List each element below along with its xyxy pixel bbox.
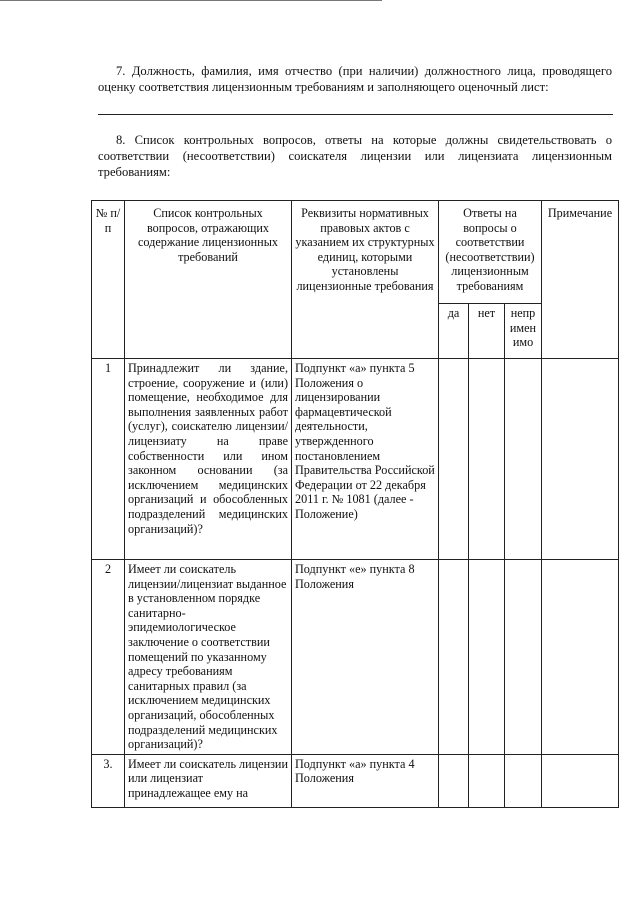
official-name-blank-line <box>98 114 613 115</box>
row-num: 3. <box>92 754 125 807</box>
row-requisite: Подпункт «а» пункта 4 Положения <box>292 754 439 807</box>
answer-na-cell[interactable] <box>505 359 542 560</box>
item-8-text: 8. Список контрольных вопросов, ответы на которые должны свидетельствовать о соответствии (несоответствии) соискателя лицензии или лицензиата лицензионным требованиям: <box>98 133 612 179</box>
header-yes: да <box>439 304 469 359</box>
control-questions-table <box>91 200 619 808</box>
item-7-paragraph <box>98 63 612 95</box>
answer-no-cell[interactable] <box>469 560 505 755</box>
header-requisites: Реквизиты нормативных правовых актов с указанием их структурных единиц, которыми установлены лицензионные требования <box>292 201 439 359</box>
table-row <box>92 560 619 755</box>
answer-na-cell[interactable] <box>505 754 542 807</box>
row-requisite: Подпункт «е» пункта 8 Положения <box>292 560 439 755</box>
row-requisite: Подпункт «а» пункта 5 Положения о лицензировании фармацевтической деятельности, утвержденного постановлением Правительства Российской Федерации от 22 декабря 2011 г. № 1081 (далее - Положение) <box>292 359 439 560</box>
item-8-paragraph <box>98 132 612 180</box>
item-7-text: 7. Должность, фамилия, имя отчество (при наличии) должностного лица, проводящего оценку соответствия лицензионным требованиям и заполняющего оценочный лист: <box>98 64 612 94</box>
header-no: нет <box>469 304 505 359</box>
table-row <box>92 754 619 807</box>
table-row <box>92 359 619 560</box>
note-cell[interactable] <box>542 560 619 755</box>
header-not-applicable: непр имен имо <box>505 304 542 359</box>
answer-yes-cell[interactable] <box>439 359 469 560</box>
answer-yes-cell[interactable] <box>439 754 469 807</box>
header-note: Примечание <box>542 201 619 359</box>
answer-no-cell[interactable] <box>469 359 505 560</box>
answer-na-cell[interactable] <box>505 560 542 755</box>
row-num: 2 <box>92 560 125 755</box>
top-rule <box>0 0 382 1</box>
header-answers: Ответы на вопросы о соответствии (несоответствии) лицензионным требованиям <box>439 201 542 304</box>
row-question: Имеет ли соискатель лицензии или лицензиат принадлежащее ему на <box>125 754 292 807</box>
answer-no-cell[interactable] <box>469 754 505 807</box>
row-num: 1 <box>92 359 125 560</box>
row-question: Имеет ли соискатель лицензии/лицензиат выданное в установленном порядке санитарно-эпидемиологическое заключение о соответствии помещений по указанному адресу требованиям санитарных правил (за исключением медицинских организаций, обособленных подразделений медицинских организаций)? <box>125 560 292 755</box>
note-cell[interactable] <box>542 754 619 807</box>
header-questions: Список контрольных вопросов, отражающих содержание лицензионных требований <box>125 201 292 359</box>
header-num: № п/п <box>92 201 125 359</box>
row-question: Принадлежит ли здание, строение, сооружение и (или) помещение, необходимое для выполнения заявленных работ (услуг), соискателю лицензии/лицензиату на праве собственности или ином законном основании (за исключением медицинских организаций и обособленных подразделений медицинских организаций)? <box>125 359 292 560</box>
note-cell[interactable] <box>542 359 619 560</box>
answer-yes-cell[interactable] <box>439 560 469 755</box>
